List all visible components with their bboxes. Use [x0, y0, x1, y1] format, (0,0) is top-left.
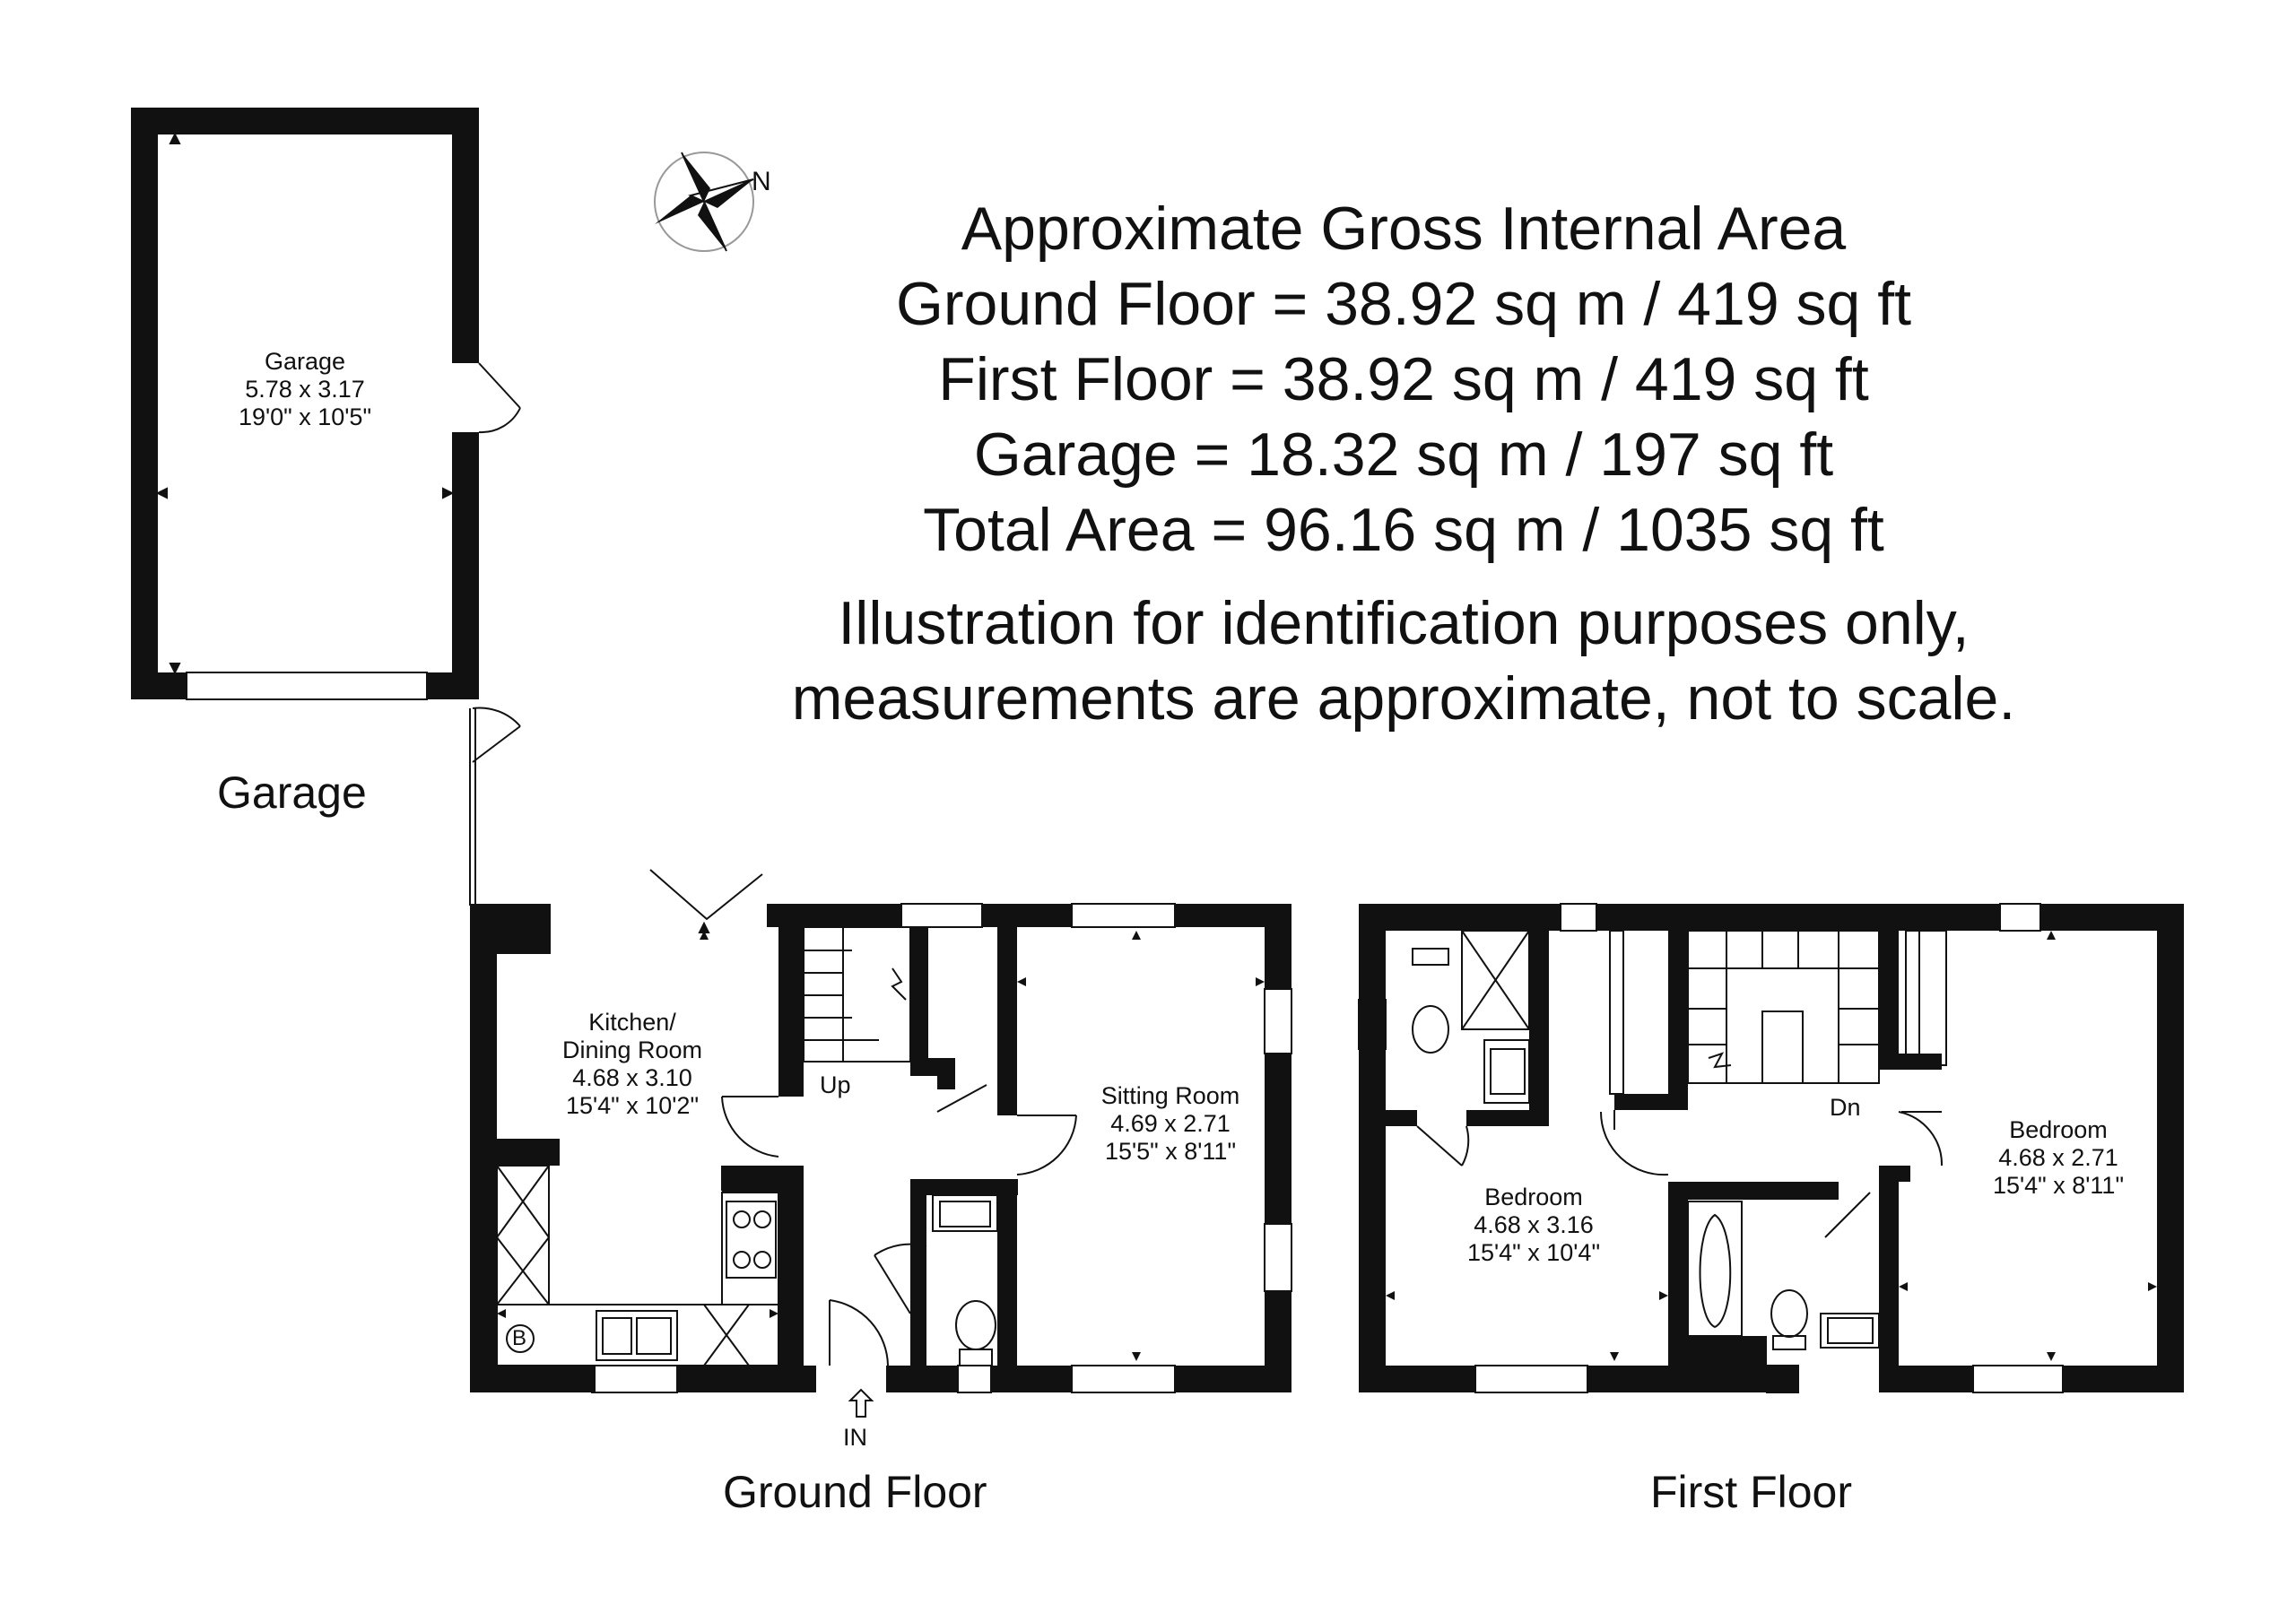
- bedroom-right-name: Bedroom: [2009, 1116, 2108, 1143]
- sitting-room-metric: 4.69 x 2.71: [1110, 1110, 1231, 1137]
- compass-label: N: [752, 167, 771, 196]
- first-floor-stairs: [1688, 931, 1879, 1083]
- kitchen-room-name-1: Kitchen/: [588, 1009, 676, 1036]
- bedroom-right-label: [1960, 1116, 2157, 1200]
- garage-area: Garage = 18.32 sq m / 197 sq ft: [973, 421, 1834, 489]
- bedroom-left-imperial: 15'4" x 10'4": [1466, 1239, 1601, 1266]
- ground-floor-label: Ground Floor: [723, 1467, 987, 1517]
- first-floor-label: First Floor: [1650, 1467, 1852, 1517]
- wc-fittings: [933, 1195, 997, 1366]
- sitting-room-name: Sitting Room: [1100, 1082, 1240, 1109]
- ensuite-fittings: [1413, 931, 1529, 1103]
- stairs-up-label: Up: [820, 1071, 851, 1098]
- bathroom-fittings: [1688, 1201, 1879, 1349]
- first-floor-windows: [1359, 904, 2063, 1392]
- boiler-label: B: [512, 1326, 527, 1350]
- sitting-room-imperial: 15'5" x 8'11": [1104, 1138, 1237, 1165]
- garage-room-imperial: 19'0" x 10'5": [238, 403, 372, 430]
- stairs-down-label: Dn: [1830, 1094, 1861, 1121]
- disclaimer-line-1: Illustration for identification purposes only,: [838, 589, 1970, 657]
- ground-floor-area: Ground Floor = 38.92 sq m / 419 sq ft: [895, 270, 1912, 338]
- disclaimer-line-2: measurements are approximate, not to scale.: [791, 664, 2016, 733]
- bedroom-right-imperial: 15'4" x 8'11": [1992, 1172, 2125, 1199]
- bedroom-left-name: Bedroom: [1484, 1184, 1583, 1210]
- ground-floor-stairs: [804, 927, 910, 1062]
- kitchen-fittings: [497, 1166, 778, 1366]
- kitchen-wall-block: [722, 1166, 778, 1193]
- entrance-label: IN: [843, 1424, 867, 1451]
- bedroom-left-metric: 4.68 x 3.16: [1474, 1211, 1594, 1238]
- garage-room-metric: 5.78 x 3.17: [245, 376, 365, 403]
- kitchen-room-label: [543, 1009, 722, 1120]
- entrance-arrow: [850, 1390, 872, 1417]
- bedroom-left-label: [1435, 1184, 1632, 1267]
- garage-room-name: Garage: [264, 348, 346, 375]
- total-area: Total Area = 96.16 sq m / 1035 sq ft: [923, 496, 1884, 564]
- garden-gate: [470, 707, 520, 906]
- sitting-room-label: [1072, 1082, 1269, 1166]
- kitchen-room-imperial: 15'4" x 10'2": [565, 1092, 700, 1119]
- first-floor-area: First Floor = 38.92 sq m / 419 sq ft: [938, 345, 1869, 413]
- garage-room-label: [215, 348, 395, 431]
- garage-floor-label: Garage: [217, 768, 367, 818]
- kitchen-room-metric: 4.68 x 3.10: [572, 1064, 692, 1091]
- area-title: Approximate Gross Internal Area: [961, 195, 1847, 263]
- bifold-doors: [650, 870, 762, 932]
- kitchen-room-name-2: Dining Room: [561, 1037, 703, 1063]
- bedroom-right-metric: 4.68 x 2.71: [1998, 1144, 2118, 1171]
